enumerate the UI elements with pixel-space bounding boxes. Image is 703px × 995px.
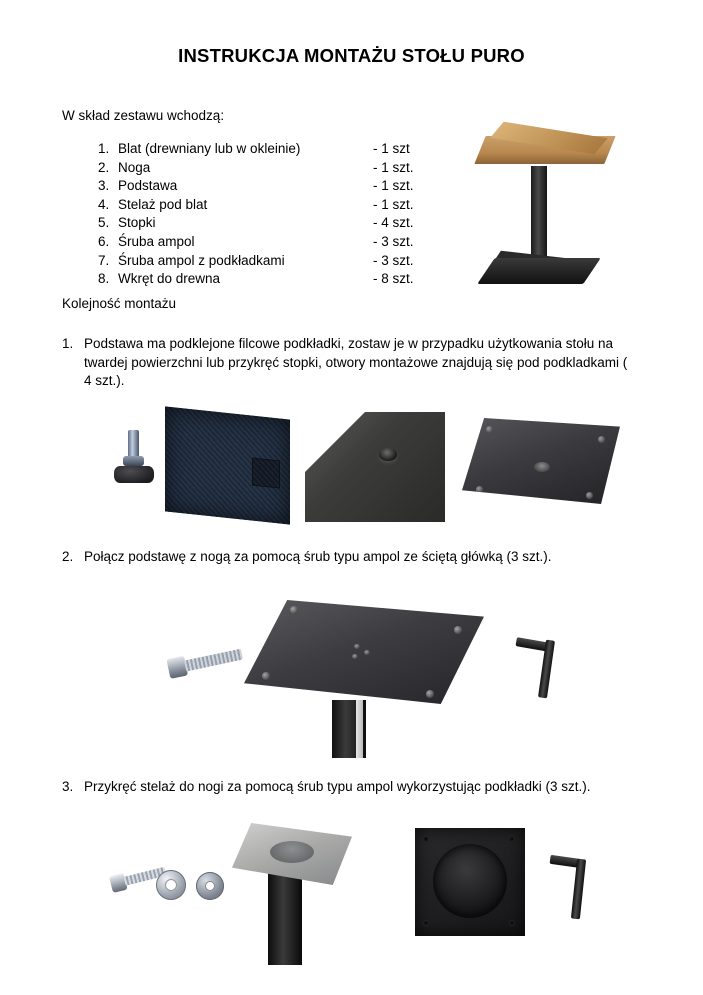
step-2	[62, 548, 662, 567]
plate-center-hole-shape	[534, 462, 550, 472]
part-name: Podstawa	[118, 178, 178, 194]
allen-key-photo	[512, 640, 576, 706]
part-number: 3.	[98, 178, 110, 194]
corner-cut-shape	[304, 411, 366, 473]
step-3-text: Przykręć stelaż do nogi za pomocą śrub typu ampol wykorzystując podkładki (3 szt.).	[84, 779, 591, 794]
felt-pad-photo	[165, 406, 290, 524]
part-number: 2.	[98, 159, 110, 175]
plate-screw-icon	[290, 606, 298, 614]
list-item	[98, 252, 448, 271]
list-item	[98, 196, 448, 215]
bolt-hole-shape	[364, 650, 370, 655]
step-2-text: Połącz podstawę z nogą za pomocą śrub typu ampol ze ściętą główką (3 szt.).	[84, 549, 552, 564]
part-number: 5.	[98, 215, 110, 231]
step-3	[62, 778, 642, 797]
part-quantity: - 1 szt.	[373, 159, 414, 175]
lock-washer-photo	[196, 872, 224, 900]
part-quantity: - 3 szt.	[373, 233, 414, 249]
ampol-bolt-photo	[165, 637, 249, 688]
part-name: Wkręt do drewna	[118, 271, 221, 287]
step-1-text: Podstawa ma podklejone filcowe podkładki, zostaw je w przypadku użytkowania stołu na twardej powierzchni lub przykręć stopki, otwory montażowe znajdują się pod podkladkami ( 4 szt.).	[84, 336, 628, 389]
kit-intro-text: W skład zestawu wchodzą:	[62, 108, 225, 123]
frame-hole-shape	[509, 920, 515, 926]
part-number: 7.	[98, 252, 110, 268]
list-item	[98, 177, 448, 196]
part-name: Noga	[118, 159, 151, 175]
part-quantity: - 1 szt.	[373, 178, 414, 194]
step-1-number: 1.	[62, 336, 74, 351]
frame-circle-shape	[433, 844, 507, 918]
plate-screw-icon	[486, 426, 493, 433]
list-item	[98, 270, 448, 289]
plate-screw-icon	[598, 436, 605, 443]
kit-parts-list	[98, 140, 448, 289]
bolt-hole-shape	[354, 644, 360, 649]
part-name: Śruba ampol z podkładkami	[118, 252, 285, 268]
mounting-hole-shape	[379, 448, 397, 461]
part-number: 4.	[98, 196, 110, 212]
base-plate-photo	[462, 418, 622, 510]
part-quantity: - 3 szt.	[373, 252, 414, 268]
top-plate-center-shape	[270, 841, 314, 863]
step-2-number: 2.	[62, 549, 74, 564]
plate-screw-icon	[476, 486, 483, 493]
part-name: Blat (drewniany lub w okleinie)	[118, 141, 301, 156]
step-3-number: 3.	[62, 779, 74, 794]
bolt-thread-shape	[184, 649, 243, 672]
step-1	[62, 335, 632, 391]
part-number: 6.	[98, 233, 110, 249]
table-top-frame-photo	[415, 828, 525, 936]
leg-shape	[268, 873, 302, 965]
page-title: INSTRUKCJA MONTAŻU STOŁU PURO	[178, 45, 525, 66]
leg-highlight-shape	[356, 700, 363, 758]
plate-screw-icon	[454, 626, 462, 634]
part-quantity: - 1 szt.	[373, 196, 414, 212]
washer-photo	[156, 870, 186, 900]
list-item	[98, 233, 448, 252]
list-item	[98, 159, 448, 178]
table-photo	[468, 130, 628, 290]
felt-patch-shape	[252, 458, 280, 489]
foot-cap-shape	[123, 456, 144, 466]
plate-screw-icon	[262, 672, 270, 680]
base-plate-shape	[244, 600, 484, 704]
plate-screw-icon	[586, 492, 593, 499]
frame-plate-shape	[415, 828, 525, 936]
assembly-order-heading: Kolejność montażu	[62, 296, 177, 311]
frame-hole-shape	[423, 836, 429, 842]
foot-base-shape	[114, 466, 154, 483]
part-name: Stelaż pod blat	[118, 196, 208, 212]
part-name: Śruba ampol	[118, 233, 195, 249]
part-number: 1.	[98, 141, 110, 156]
bolt-hole-shape	[352, 654, 358, 659]
allen-key-photo-2	[548, 855, 610, 927]
plate-screw-icon	[426, 690, 434, 698]
table-base-shape	[477, 258, 601, 284]
leg-top-plate-photo	[232, 823, 360, 963]
base-plate-with-leg-photo	[244, 600, 486, 710]
list-item	[98, 140, 448, 159]
part-quantity: - 4 szt.	[373, 215, 414, 231]
part-name: Stopki	[118, 215, 156, 231]
part-quantity: - 1 szt	[373, 141, 410, 156]
levelling-foot-photo	[110, 430, 158, 496]
part-number: 8.	[98, 271, 110, 287]
part-quantity: - 8 szt.	[373, 271, 414, 287]
base-corner-hole-photo	[305, 412, 445, 522]
allen-long-arm-shape	[571, 859, 586, 920]
frame-hole-shape	[509, 836, 515, 842]
list-item	[98, 214, 448, 233]
frame-hole-shape	[423, 920, 429, 926]
base-plate-shape	[462, 418, 620, 504]
